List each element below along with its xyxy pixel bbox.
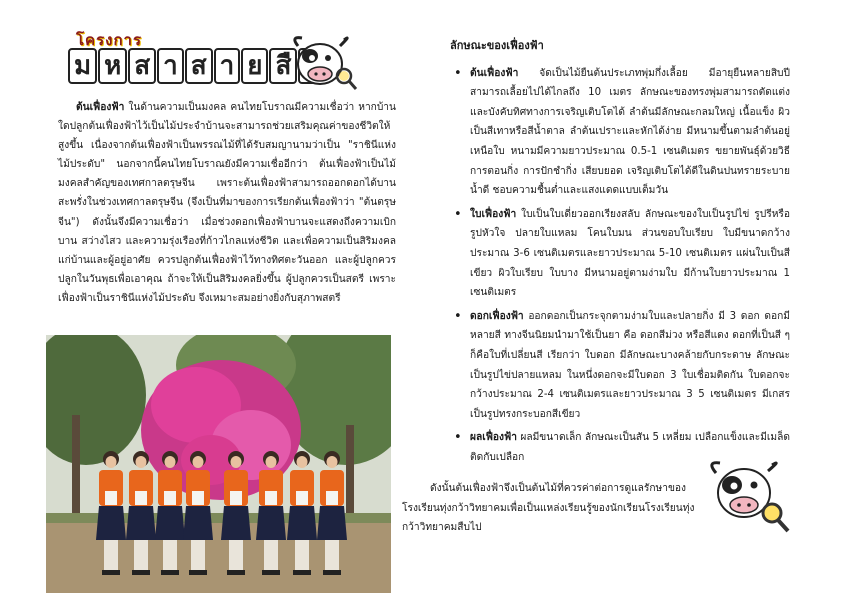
project-logo: [60, 28, 360, 98]
intro-lead: ต้นเฟื่องฟ้า: [76, 102, 125, 113]
list-item-trunk: [470, 64, 790, 201]
logo-letter: ส: [128, 48, 156, 84]
students-photo: [46, 335, 391, 593]
characteristics-list: [450, 64, 790, 468]
item-text: จัดเป็นไม้ยืนต้นประเภทพุ่มกึ่งเลื้อย มีอายุยืนหลายสิบปี สามารถเลื้อยไปได้ไกลถึง 10 เมตร ลักษณะของทรงพุ่มสามารถตัดแต่งและบังคับทิศทางการเจริญเติบโตได้ ลำต้นมีลักษณะกลมใหญ่ เนื้อแข็ง ผิวเป็นสีเทาหรือสีน้ำตาล ลำต้นเปราะและหักได้ง่าย มีหนามขึ้นตามลำต้นอยู่เหนือใบ หนามมีความยาวประมาณ 0.5-1 เซนติเมตร ขยายพันธุ์ด้วยวิธีการตอนกิ่ง การปักชำกิ่ง เสียบยอด เจริญเติบโตได้ดีในดินปนทรายระบายน้ำดี ชอบความชื้นต่ำและแสงแดดแบบเต็มวัน: [470, 67, 790, 197]
item-term: ใบเฟื่องฟ้า: [470, 208, 517, 220]
item-text: ใบเป็นใบเดี่ยวออกเรียงสลับ ลักษณะของใบเป็นรูปไข่ รูปรีหรือรูปหัวใจ ปลายใบแหลม โคนใบมน ส่วนขอบใบเรียบ ใบมีขนาดกว้างประมาณ 3-6 เซนติเมตรและยาวประมาณ 5-10 เซนติเมตร แผ่นใบเป็นสีเขียว ผิวใบเรียบ ใบบาง มีหนามอยู่ตามง่ามใบ มีก้านใบยาวประมาณ 1 เซนติเมตร: [470, 208, 790, 299]
section-heading: ลักษณะของเฟื่องฟ้า: [450, 39, 544, 52]
list-item-flower: [470, 307, 790, 425]
logo-letter: ส: [185, 48, 213, 84]
item-text: ผลมีขนาดเล็ก ลักษณะเป็นสัน 5 เหลี่ยม เปลือกแข็งและมีเมล็ดติดกับเปลือก: [470, 432, 790, 463]
logo-letter: า: [214, 48, 241, 84]
intro-paragraph: [58, 98, 396, 308]
logo-letter: า: [157, 48, 184, 84]
logo-letter: ม: [68, 48, 97, 84]
item-term: ต้นเฟื่องฟ้า: [470, 67, 519, 79]
intro-body: ในด้านความเป็นมงคล คนไทยโบราณมีความเชื่อว่า หากบ้านใดปลูกต้นเฟื่องฟ้าไว้เป็นไม้ประจำบ้านจะสามารถช่วยเสริมคุณค่าของชีวิตให้สูงขึ้น เนื่องจากต้นเฟื่องฟ้าเป็นพรรณไม้ที่ได้รับสมญานามว่าเป็น "ราชินีแห่งไม้ประดับ" นอกจากนี้คนไทยโบราณยังมีความเชื่ออีกว่า ต้นเฟื่องฟ้าเป็นไม้มงคลสำคัญของเทศกาลตรุษจีน เพราะต้นเฟื่องฟ้าสามารถออกดอกได้บานสะพรั่งในช่วงเทศกาลตรุษจีน (จึงเป็นที่มาของการเรียกต้นเฟื่องฟ้าว่า "ต้นตรุษจีน") ดังนั้นจึงมีความเชื่อว่า เมื่อช่วงดอกเฟื่องฟ้าบานจะแสดงถึงความเบิกบาน สว่างไสว และความรุ่งเรืองที่ก้าวไกลแห่งชีวิต และเพื่อความเป็นสิริมงคลแก่บ้านและผู้อยู่อาศัย ควรปลูกต้นเฟื่องฟ้าไว้ทางทิศตะวันออก และผู้ปลูกควรปลูกในวันพุธเพื่อเอาคุณ ถ้าจะให้เป็นสิริมงคลยิ่งขึ้น ผู้ปลูกควรเป็นสตรี เพราะเฟื่องฟ้าเป็นราชินีแห่งไม้ประดับ จึงเหมาะสมอย่างยิ่งกับสุภาพสตรี: [58, 102, 396, 304]
logo-letter: สื: [269, 48, 297, 84]
closing-paragraph: [402, 479, 702, 538]
item-text: ออกดอกเป็นกระจุกตามง่ามใบและปลายกิ่ง มี 3 ดอก ดอกมีหลายสี ทางจีนนิยมนำมาใช้เป็นยา คือ ดอกสีม่วง หรือสีแดง ดอกที่เป็นสี ๆ ก็คือใบที่เปลี่ยนสี เรียกว่า ใบดอก มีลักษณะบางคล้ายกับกระดาษ ลักษณะเป็นรูปไข่ปลายแหลม ในหนึ่งดอกจะมีใบดอก 3 ใบเชื่อมติดกัน ใบดอกจะกว้างประมาณ 2-4 เซนติเมตรและยาวประมาณ 3 5 เซนติเมตร มีเกสรเป็นรูปทรงกระบอกสีเขียว: [470, 310, 790, 420]
logo-letter: ห: [98, 48, 127, 84]
logo-letter: ย: [241, 48, 268, 84]
item-term: ผลเฟื่องฟ้า: [470, 432, 517, 444]
closing-text: ดังนั้นต้นเฟื่องฟ้าจึงเป็นต้นไม้ที่ควรค่าต่อการดูแลรักษาของโรงเรียนทุ่งกว้าวิทยาคมเพื่อเป็นแหล่งเรียนรู้ของนักเรียนโรงเรียนทุ่งกว้าวิทยาคมสืบไป: [402, 483, 695, 534]
item-term: ดอกเฟื่องฟ้า: [470, 310, 524, 322]
cow-mascot-magnifier-icon: [706, 455, 792, 533]
characteristics-section: [450, 36, 790, 471]
list-item-leaf: [470, 205, 790, 303]
cow-mascot-icon: [288, 32, 360, 92]
logo-subtitle: โครงการ: [76, 31, 143, 49]
